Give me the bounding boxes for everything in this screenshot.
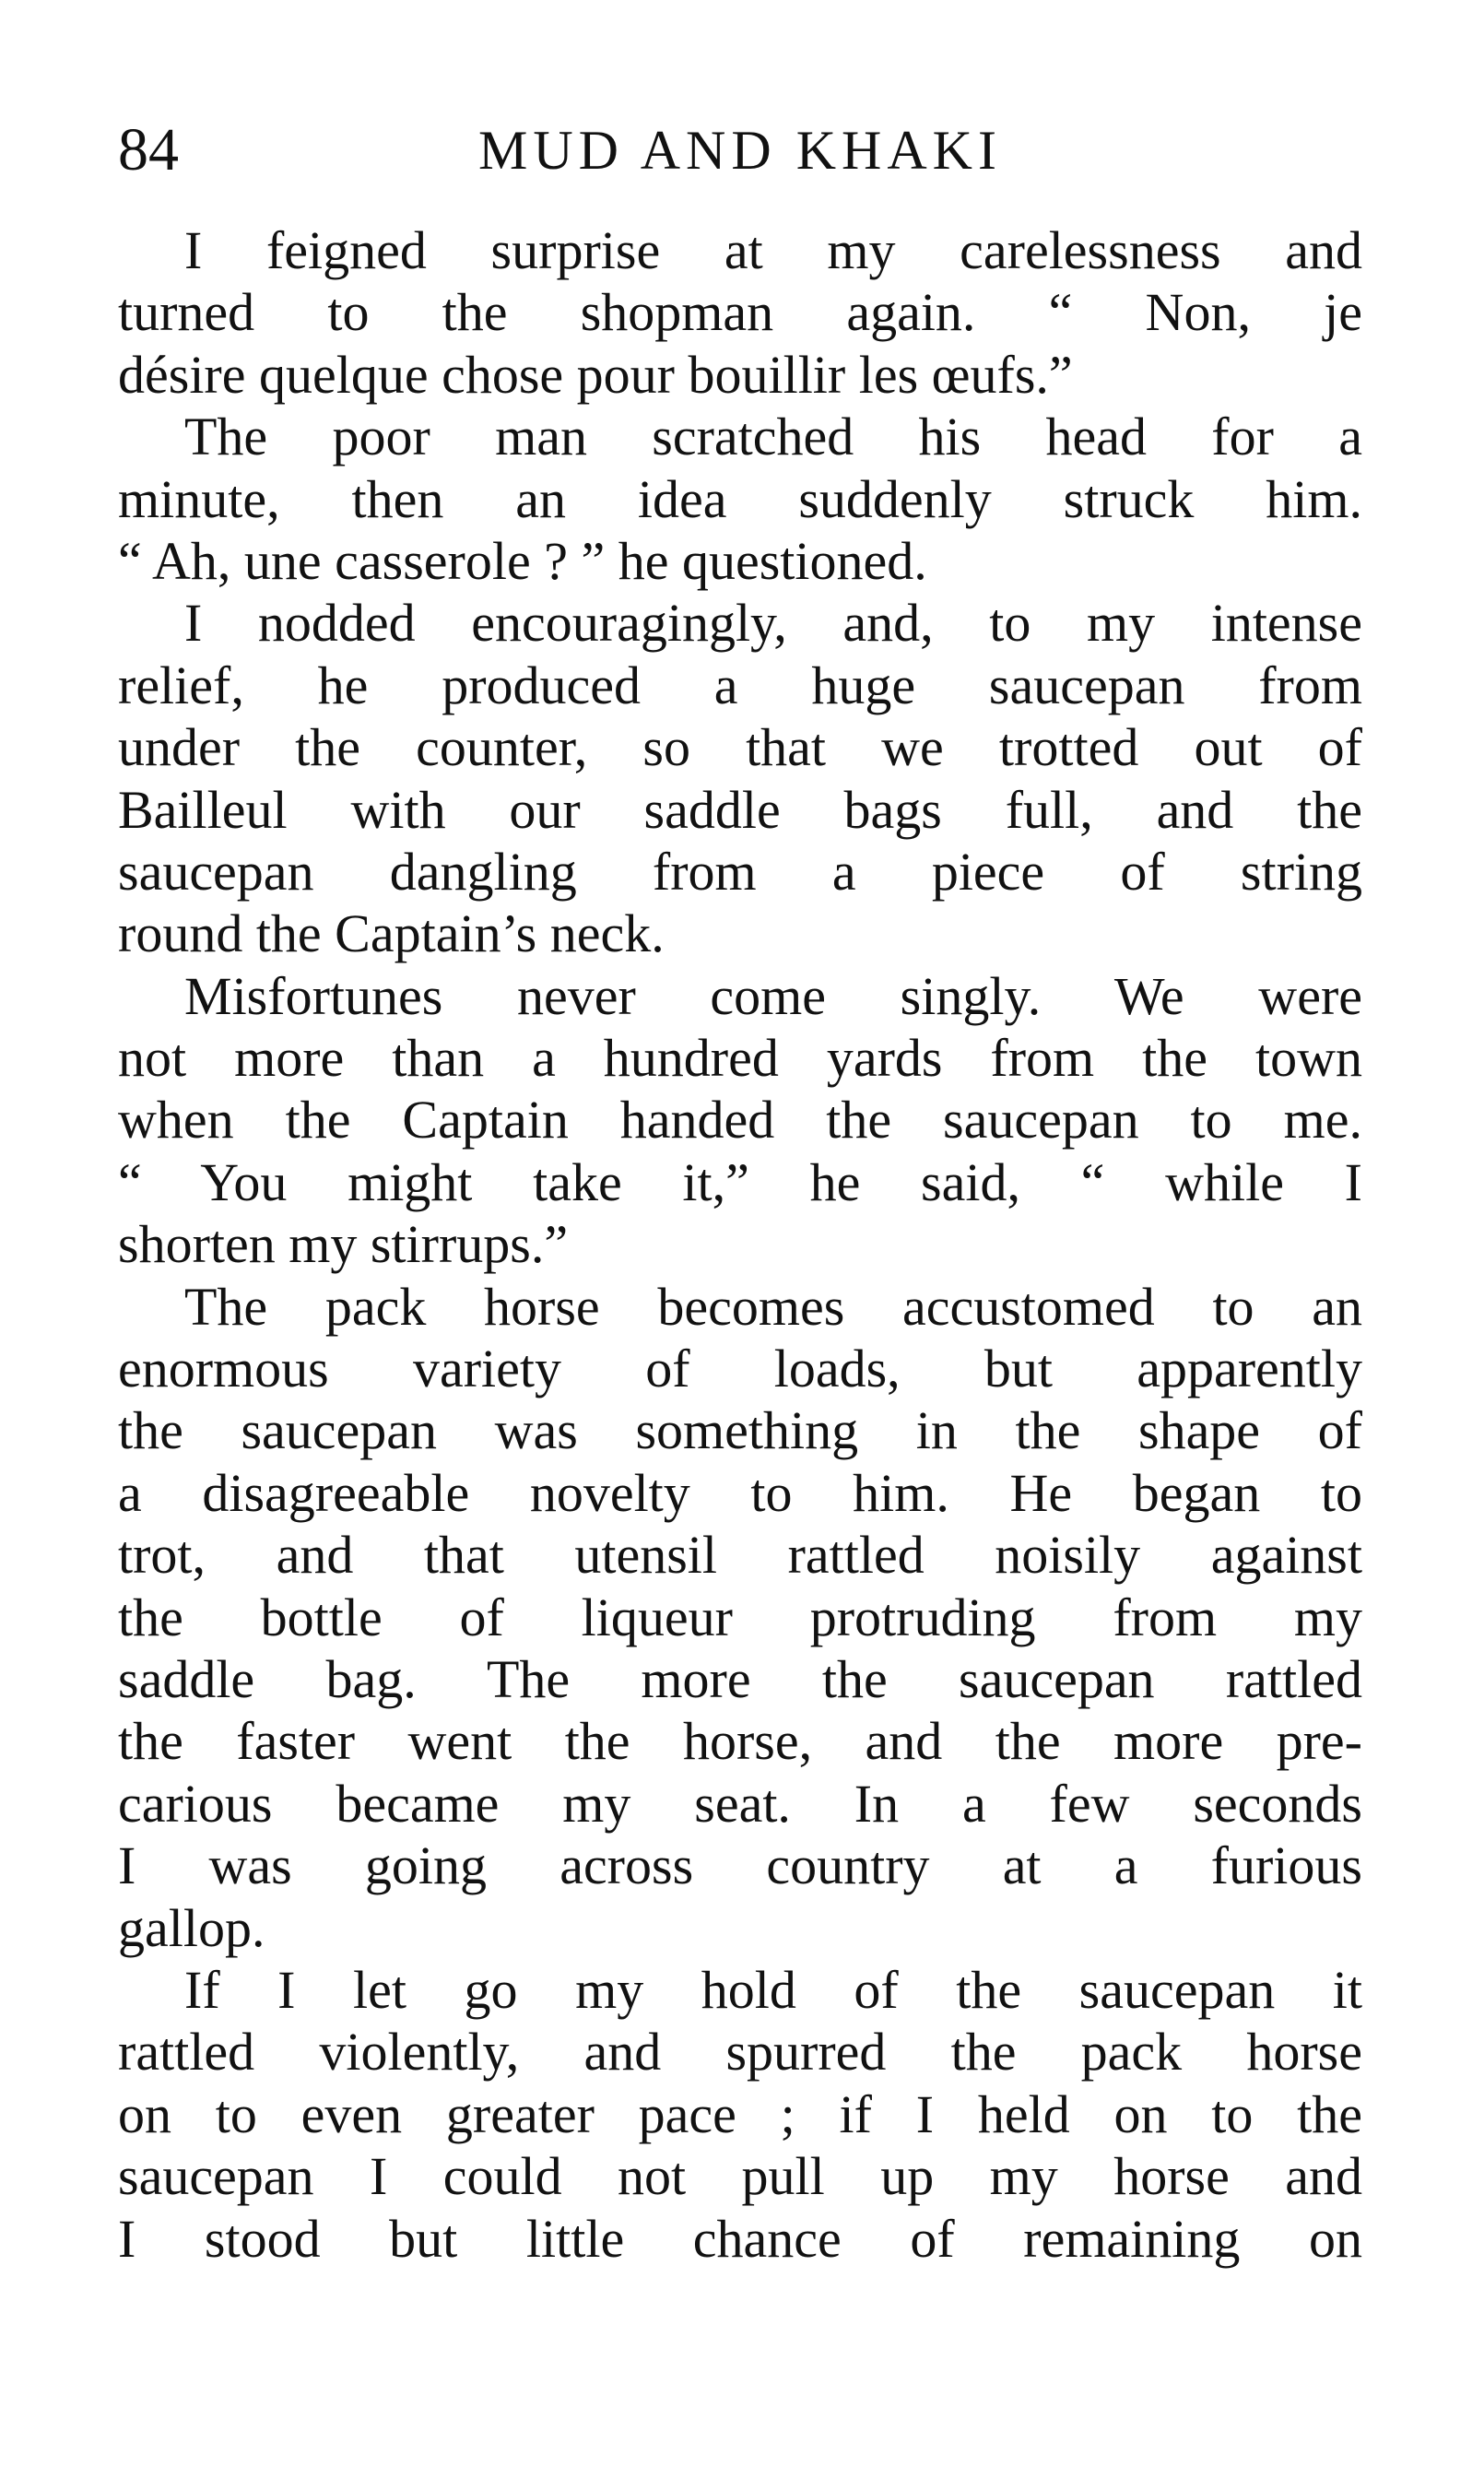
text-line: relief, he produced a huge saucepan from (118, 655, 1362, 715)
text-line: “ Ah, une casserole ? ” he questioned. (118, 530, 927, 591)
page-number: 84 (118, 116, 179, 183)
text-line: If I let go my hold of the saucepan it (184, 1959, 1362, 2020)
text-line: on to even greater pace ; if I held on to the (118, 2083, 1362, 2144)
text-line: under the counter, so that we trotted out of (118, 717, 1362, 778)
text-line: when the Captain handed the saucepan to me. (118, 1090, 1362, 1150)
text-line: a disagreeable novelty to him. He began to (118, 1462, 1362, 1523)
text-line: carious became my seat. In a few seconds (118, 1773, 1362, 1834)
text-line: I feigned surprise at my carelessness and (184, 220, 1362, 280)
running-title: MUD AND KHAKI (478, 120, 1002, 181)
text-line: the saucepan was something in the shape of (118, 1400, 1362, 1461)
text-line: saucepan I could not pull up my horse and (118, 2146, 1362, 2207)
body-text (118, 219, 1362, 2270)
text-line: minute, then an idea suddenly struck him. (118, 468, 1362, 529)
text-line: Misfortunes never come singly. We were (184, 965, 1362, 1026)
text-line: I stood but little chance of remaining on (118, 2208, 1362, 2269)
text-line: saucepan dangling from a piece of string (118, 841, 1362, 902)
text-line: I nodded encouragingly, and, to my intense (184, 593, 1362, 654)
text-line: not more than a hundred yards from the town (118, 1028, 1362, 1089)
text-line: The poor man scratched his head for a (184, 407, 1362, 467)
text-line: the faster went the horse, and the more pre- (118, 1711, 1362, 1772)
text-line: I was going across country at a furious (118, 1835, 1362, 1896)
text-line: gallop. (118, 1897, 265, 1958)
text-line: The pack horse becomes accustomed to an (184, 1276, 1362, 1337)
text-line: “ You might take it,” he said, “ while I (118, 1151, 1362, 1212)
text-line: enormous variety of loads, but apparently (118, 1339, 1362, 1399)
text-line: shorten my stirrups.” (118, 1214, 569, 1275)
text-line: Bailleul with our saddle bags full, and the (118, 779, 1362, 840)
text-line: round the Captain’s neck. (118, 903, 665, 964)
text-line: saddle bag. The more the saucepan rattled (118, 1648, 1362, 1709)
text-line: rattled violently, and spurred the pack horse (118, 2022, 1362, 2083)
text-line: désire quelque chose pour bouillir les œufs.” (118, 344, 1073, 405)
running-head (118, 109, 1362, 192)
text-line: trot, and that utensil rattled noisily against (118, 1525, 1362, 1586)
text-line: the bottle of liqueur protruding from my (118, 1587, 1362, 1647)
text-line: turned to the shopman again. “ Non, je (118, 282, 1362, 343)
